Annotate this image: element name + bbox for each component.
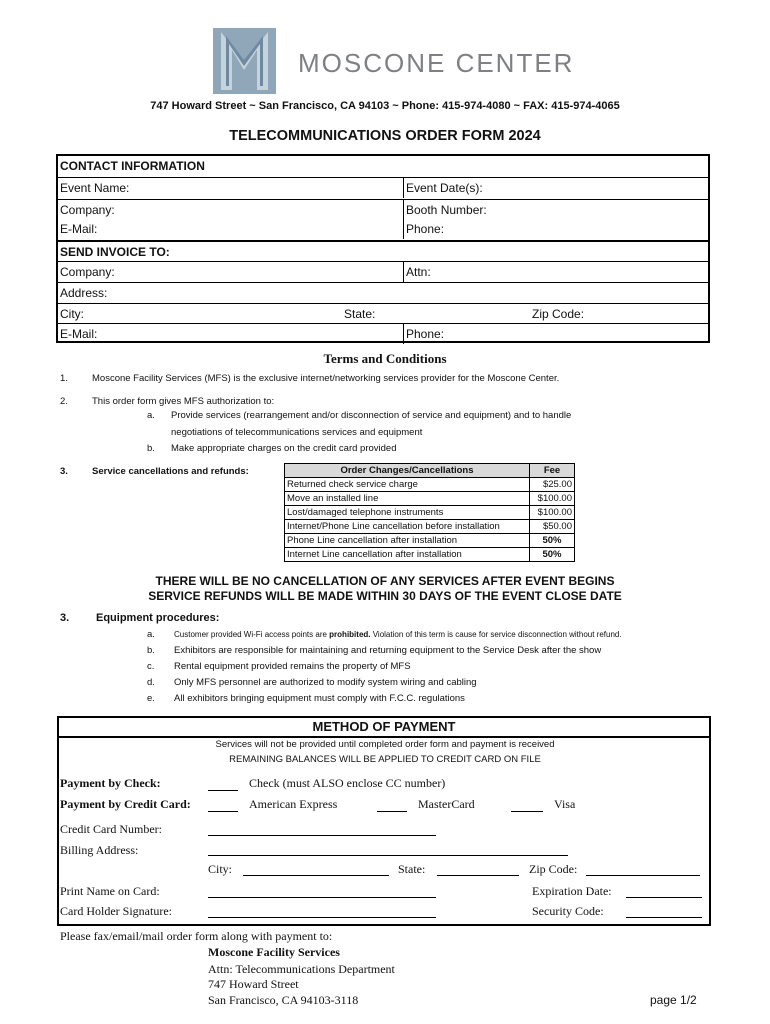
equip-a-letter: a. <box>147 629 155 640</box>
term-4-number: 3. <box>60 612 70 624</box>
invoice-city-field[interactable]: City: <box>60 307 84 321</box>
payment-by-check-label: Payment by Check: <box>60 776 161 790</box>
table-row <box>285 548 575 562</box>
fee-label: Move an installed line <box>285 492 530 506</box>
logo-m-icon <box>213 28 276 94</box>
event-name-field[interactable]: Event Name: <box>60 181 130 195</box>
security-code-input[interactable] <box>626 905 702 918</box>
notice-no-cancellation: THERE WILL BE NO CANCELLATION OF ANY SERVICES AFTER EVENT BEGINS <box>155 574 615 588</box>
security-code-label: Security Code: <box>532 904 604 918</box>
billing-state-label: State: <box>398 862 426 876</box>
term-1-number: 1. <box>60 373 68 384</box>
amex-label: American Express <box>249 797 338 811</box>
amex-blank[interactable] <box>208 799 238 812</box>
invoice-email-field[interactable]: E-Mail: <box>60 327 98 341</box>
email-field[interactable]: E-Mail: <box>60 222 98 236</box>
email-row <box>58 219 708 239</box>
footer-attn: Attn: Telecommunications Department <box>208 962 395 976</box>
contact-heading-row <box>58 156 708 176</box>
billing-zip-input[interactable] <box>586 863 700 876</box>
payment-title: METHOD OF PAYMENT <box>59 718 709 738</box>
fee-table-header <box>285 464 575 478</box>
print-name-label: Print Name on Card: <box>60 884 160 898</box>
expiration-input[interactable] <box>626 885 702 898</box>
equip-d-letter: d. <box>147 677 155 688</box>
invoice-email-row <box>58 323 708 344</box>
fee-value: $25.00 <box>530 478 575 492</box>
table-row <box>285 534 575 548</box>
fee-value: $100.00 <box>530 506 575 520</box>
mastercard-blank[interactable] <box>377 799 407 812</box>
table-row <box>285 492 575 506</box>
billing-zip-label: Zip Code: <box>529 862 578 876</box>
card-number-label: Credit Card Number: <box>60 822 162 836</box>
logo-text: MOSCONE CENTER <box>298 48 575 78</box>
invoice-heading: SEND INVOICE TO: <box>60 245 170 259</box>
term-4-text: Equipment procedures: <box>96 612 220 624</box>
check-blank[interactable] <box>208 778 238 791</box>
payment-note-2: REMAINING BALANCES WILL BE APPLIED TO CREDIT CARD ON FILE <box>229 754 541 765</box>
invoice-phone-field[interactable]: Phone: <box>406 327 445 341</box>
form-title: TELECOMMUNICATIONS ORDER FORM 2024 <box>229 128 541 144</box>
equip-c-letter: c. <box>147 661 155 672</box>
term-2a-line2: negotiations of telecommunications services and equipment <box>171 427 423 438</box>
fee-value: $100.00 <box>530 492 575 506</box>
signature-label: Card Holder Signature: <box>60 904 172 918</box>
company-field[interactable]: Company: <box>60 203 115 217</box>
fee-value: 50% <box>530 534 575 548</box>
invoice-zip-field[interactable]: Zip Code: <box>532 307 585 321</box>
billing-address-input[interactable] <box>208 843 568 856</box>
invoice-heading-row <box>58 240 708 262</box>
contact-heading: CONTACT INFORMATION <box>60 159 205 173</box>
event-row <box>58 177 708 198</box>
fee-table-col-fee: Fee <box>530 464 575 478</box>
page-number: page 1/2 <box>650 993 697 1007</box>
equip-b-text: Exhibitors are responsible for maintaining and returning equipment to the Service Desk after the show <box>174 645 602 656</box>
header-address: 747 Howard Street ~ San Francisco, CA 94103 ~ Phone: 415-974-4080 ~ FAX: 415-974-4065 <box>150 100 620 112</box>
equip-e-text: All exhibitors bringing equipment must comply with F.C.C. regulations <box>174 693 465 704</box>
fee-label: Internet/Phone Line cancellation before installation <box>285 520 530 534</box>
invoice-company-row <box>58 261 708 282</box>
check-option-label: Check (must ALSO enclose CC number) <box>249 776 446 790</box>
phone-field[interactable]: Phone: <box>406 222 445 236</box>
company-row <box>58 199 708 220</box>
term-2b-letter: b. <box>147 443 155 454</box>
contact-information-box <box>56 154 710 343</box>
billing-state-input[interactable] <box>437 863 519 876</box>
term-3-number: 3. <box>60 466 68 477</box>
invoice-address-row <box>58 282 708 303</box>
footer-org: Moscone Facility Services <box>208 945 340 959</box>
visa-blank[interactable] <box>511 799 543 812</box>
footer-street: 747 Howard Street <box>208 977 299 991</box>
fee-table-col-changes: Order Changes/Cancellations <box>285 464 530 478</box>
invoice-attn-field[interactable]: Attn: <box>406 265 431 279</box>
payment-note-1: Services will not be provided until completed order form and payment is received <box>215 739 555 750</box>
mastercard-label: MasterCard <box>418 797 475 811</box>
invoice-company-field[interactable]: Company: <box>60 265 115 279</box>
card-number-input[interactable] <box>208 823 436 836</box>
event-dates-field[interactable]: Event Date(s): <box>406 181 483 195</box>
billing-city-input[interactable] <box>243 863 389 876</box>
payment-by-card-label: Payment by Credit Card: <box>60 797 191 811</box>
expiration-label: Expiration Date: <box>532 884 612 898</box>
term-3-text: Service cancellations and refunds: <box>92 466 249 477</box>
term-2a-line1: Provide services (rearrangement and/or disconnection of service and equipment) and to handle <box>171 410 572 421</box>
equip-a-text: Customer provided Wi-Fi access points are prohibited. Violation of this term is cause for service disconnection without refund. <box>174 630 622 639</box>
term-2-number: 2. <box>60 396 68 407</box>
fee-label: Lost/damaged telephone instruments <box>285 506 530 520</box>
equip-e-letter: e. <box>147 693 155 704</box>
table-row <box>285 520 575 534</box>
table-row <box>285 506 575 520</box>
table-row <box>285 478 575 492</box>
fee-label: Phone Line cancellation after installation <box>285 534 530 548</box>
fee-label: Returned check service charge <box>285 478 530 492</box>
term-2-text: This order form gives MFS authorization to: <box>92 396 275 407</box>
print-name-input[interactable] <box>208 885 436 898</box>
terms-title: Terms and Conditions <box>323 351 447 366</box>
term-2a-letter: a. <box>147 410 155 421</box>
signature-input[interactable] <box>208 905 436 918</box>
term-1-text: Moscone Facility Services (MFS) is the exclusive internet/networking services provider for the Moscone Center. <box>92 373 560 384</box>
fee-table <box>284 463 575 562</box>
equip-b-letter: b. <box>147 645 155 656</box>
fee-label: Internet Line cancellation after installation <box>285 548 530 562</box>
invoice-city-row <box>58 303 708 324</box>
invoice-state-field[interactable]: State: <box>344 307 376 321</box>
footer-instructions: Please fax/email/mail order form along with payment to: <box>60 929 333 943</box>
equip-d-text: Only MFS personnel are authorized to modify system wiring and cabling <box>174 677 477 688</box>
term-2b-text: Make appropriate charges on the credit card provided <box>171 443 397 454</box>
booth-number-field[interactable]: Booth Number: <box>406 203 487 217</box>
notice-refunds: SERVICE REFUNDS WILL BE MADE WITHIN 30 DAYS OF THE EVENT CLOSE DATE <box>148 589 622 603</box>
visa-label: Visa <box>554 797 576 811</box>
equip-c-text: Rental equipment provided remains the property of MFS <box>174 661 411 672</box>
moscone-logo-mark <box>213 28 276 94</box>
fee-value: $50.00 <box>530 520 575 534</box>
billing-address-label: Billing Address: <box>60 843 139 857</box>
fee-value: 50% <box>530 548 575 562</box>
invoice-address-field[interactable]: Address: <box>60 286 108 300</box>
footer-city: San Francisco, CA 94103-3118 <box>208 993 359 1007</box>
billing-city-label: City: <box>208 862 233 876</box>
